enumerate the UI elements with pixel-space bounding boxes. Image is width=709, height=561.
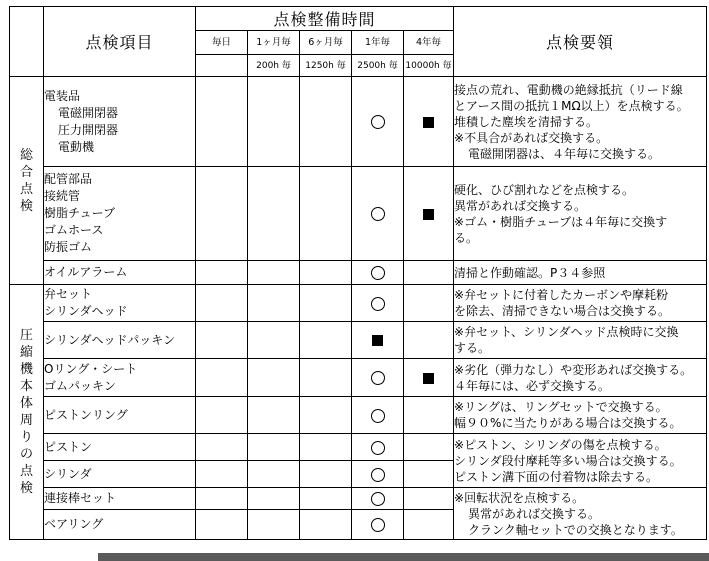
category-char: 総 (19, 147, 33, 163)
item-label: 電装品 (44, 88, 81, 103)
mark-cell (352, 77, 404, 167)
circle-mark-icon (371, 518, 385, 532)
mark-cell (352, 461, 404, 488)
mark-cell (196, 167, 248, 261)
header-corner (10, 7, 44, 77)
mark-cell (248, 77, 300, 167)
table-row (10, 261, 707, 285)
procedure-line: 幅９０%に当たりがある場合は交換する。 (454, 416, 682, 430)
mark-cell (196, 510, 248, 540)
category-char: り (19, 430, 33, 445)
item-label: 接続管 (44, 189, 81, 203)
procedure-line: ※不具合があれば交換する。 (454, 130, 609, 145)
mark-cell (248, 285, 300, 322)
procedure-line: 異常があれば交換する。 (454, 198, 587, 213)
schedule-header: 点検整備時間 (196, 7, 454, 31)
circle-mark-icon (371, 492, 385, 506)
procedure-line: ※弁セットに付着したカーボンや摩耗粉 (454, 288, 669, 302)
item-cell (44, 434, 196, 461)
procedure-cell (454, 397, 707, 434)
mark-cell (248, 359, 300, 397)
procedure-line: 異常があれば交換する。 (468, 506, 601, 521)
mark-cell (404, 434, 454, 461)
item-label: ゴムパッキン (44, 378, 116, 393)
category-char: 縮 (19, 345, 33, 360)
mark-cell (352, 434, 404, 461)
mark-cell (248, 261, 300, 285)
mark-cell (300, 359, 352, 397)
mark-cell (300, 397, 352, 434)
item-label: シリンダ (44, 466, 92, 481)
item-label: ゴムホース (44, 223, 104, 237)
procedure-cell (454, 77, 707, 167)
mark-cell (352, 359, 404, 397)
procedure-line: 硬化、ひび割れなどを点検する。 (454, 182, 635, 197)
interval-hours-1month: 200h 毎 (248, 55, 300, 77)
item-cell (44, 510, 196, 540)
item-cell (44, 322, 196, 359)
interval-hours-daily (196, 55, 248, 77)
mark-cell (248, 167, 300, 261)
mark-cell (352, 322, 404, 359)
item-label: シリンダヘッド (44, 304, 128, 318)
procedure-cell (454, 322, 707, 359)
item-label: ベアリング (44, 517, 104, 531)
mark-cell (196, 322, 248, 359)
item-label: シリンダヘッドパッキン (44, 332, 176, 347)
item-label: ピストン (44, 439, 93, 454)
mark-cell (300, 167, 352, 261)
mark-cell (248, 510, 300, 540)
table-row (10, 285, 707, 322)
item-cell (44, 461, 196, 488)
table-row (10, 77, 707, 167)
mark-cell (404, 488, 454, 510)
category-char: 合 (19, 164, 33, 180)
interval-freq-4year: 4年毎 (404, 31, 454, 55)
circle-mark-icon (371, 297, 385, 311)
square-mark-icon (423, 117, 434, 128)
procedure-cell (454, 488, 707, 540)
circle-mark-icon (371, 409, 385, 423)
mark-cell (300, 285, 352, 322)
procedure-line: 接点の荒れ、電動機の絶縁抵抗（リード線 (454, 82, 683, 97)
mark-cell (196, 434, 248, 461)
mark-cell (300, 77, 352, 167)
item-label: 配管部品 (44, 172, 93, 186)
procedure-line: する。 (454, 341, 491, 355)
table-row (10, 397, 707, 434)
inspection-table (9, 6, 707, 540)
mark-cell (300, 488, 352, 510)
category-char: 検 (19, 198, 33, 214)
mark-cell (352, 488, 404, 510)
category-general (10, 77, 44, 285)
category-compressor (10, 285, 44, 540)
category-char: 点 (19, 181, 33, 197)
horizontal-scrollbar[interactable] (98, 553, 709, 561)
mark-cell (248, 488, 300, 510)
mark-cell (196, 359, 248, 397)
procedure-cell (454, 285, 707, 322)
square-mark-icon (423, 209, 434, 220)
mark-cell (196, 77, 248, 167)
square-mark-icon (423, 373, 434, 384)
interval-hours-6month: 1250h 毎 (300, 55, 352, 77)
item-label: 弁セット (44, 287, 93, 301)
mark-cell (196, 397, 248, 434)
item-label: Oリング・シート (44, 361, 138, 376)
procedure-line: ※弁セット、シリンダヘッド点検時に交換 (454, 325, 679, 339)
item-cell (44, 359, 196, 397)
procedure-line: シリンダ段付摩耗等多い場合は交換する。 (454, 453, 682, 468)
table-row (10, 488, 707, 510)
item-sublabel: 電磁開閉器 (58, 105, 119, 120)
interval-freq-1year: 1年毎 (352, 31, 404, 55)
item-label: 防振ゴム (44, 240, 93, 254)
mark-cell (404, 397, 454, 434)
procedure-cell (454, 359, 707, 397)
category-char: の (19, 447, 33, 462)
mark-cell (404, 322, 454, 359)
procedure-line: 清掃と作動確認。P３４参照 (454, 265, 606, 280)
item-cell (44, 397, 196, 434)
item-sublabel: 電動機 (58, 139, 95, 154)
mark-cell (248, 322, 300, 359)
mark-cell (196, 285, 248, 322)
procedure-line: ※ゴム・樹脂チューブは４年毎に交換す (454, 214, 668, 229)
mark-cell (300, 322, 352, 359)
mark-cell (352, 397, 404, 434)
table-row (10, 322, 707, 359)
category-char: 機 (19, 362, 33, 377)
mark-cell (196, 488, 248, 510)
mark-cell (404, 461, 454, 488)
item-sublabel: 圧力開閉器 (58, 122, 119, 137)
mark-cell (248, 434, 300, 461)
item-label: オイルアラーム (44, 265, 128, 279)
mark-cell (300, 510, 352, 540)
item-column-header: 点検項目 (44, 7, 196, 77)
procedure-line: とアース間の抵抗１MΩ以上）を点検する。 (454, 98, 689, 113)
category-char: 本 (19, 379, 33, 394)
procedure-line: クランク軸セットでの交換となります。 (468, 522, 683, 537)
mark-cell (300, 434, 352, 461)
circle-mark-icon (371, 266, 385, 280)
procedure-line: ピストン溝下面の付着物は除去する。 (454, 469, 659, 484)
mark-cell (404, 261, 454, 285)
item-label: ピストンリング (44, 407, 128, 422)
mark-cell (300, 261, 352, 285)
procedure-cell (454, 167, 707, 261)
category-char: 点 (19, 464, 33, 479)
circle-mark-icon (371, 207, 385, 221)
category-char: 圧 (19, 328, 33, 343)
category-char: 体 (19, 396, 33, 411)
mark-cell (352, 167, 404, 261)
circle-mark-icon (371, 441, 385, 455)
procedure-line: ４年毎には、必ず交換する。 (454, 378, 611, 393)
table-row (10, 167, 707, 261)
item-cell (44, 77, 196, 167)
mark-cell (300, 461, 352, 488)
mark-cell (248, 461, 300, 488)
circle-mark-icon (371, 115, 385, 129)
mark-cell (352, 510, 404, 540)
interval-hours-1year: 2500h 毎 (352, 55, 404, 77)
table-row (10, 434, 707, 461)
procedure-line: ※ピストン、シリンダの傷を点検する。 (454, 437, 667, 452)
procedure-column-header: 点検要領 (454, 7, 707, 77)
table-row (10, 359, 707, 397)
mark-cell (196, 461, 248, 488)
mark-cell (248, 397, 300, 434)
category-char: 周 (19, 413, 33, 428)
interval-freq-daily: 毎日 (196, 31, 248, 55)
category-char: 検 (19, 481, 33, 496)
item-label: 樹脂チューブ (44, 206, 116, 220)
mark-cell (404, 510, 454, 540)
mark-cell (404, 77, 454, 167)
mark-cell (404, 285, 454, 322)
interval-freq-6month: 6ヶ月毎 (300, 31, 352, 55)
item-cell (44, 285, 196, 322)
interval-hours-4year: 10000h 毎 (404, 55, 454, 77)
procedure-line: を除去、清掃できない場合は交換する。 (454, 304, 671, 318)
mark-cell (404, 359, 454, 397)
square-mark-icon (372, 335, 383, 346)
interval-freq-1month: 1ヶ月毎 (248, 31, 300, 55)
circle-mark-icon (371, 468, 385, 482)
mark-cell (352, 285, 404, 322)
procedure-cell (454, 434, 707, 488)
procedure-line: ※劣化（弾力なし）や変形あれば交換する。 (454, 362, 693, 377)
procedure-line: る。 (454, 230, 479, 245)
item-label: 連接棒セット (44, 491, 117, 505)
mark-cell (196, 261, 248, 285)
circle-mark-icon (371, 371, 385, 385)
procedure-line: 堆積した塵埃を清掃する。 (454, 114, 599, 129)
procedure-line: ※リングは、リングセットで交換する。 (454, 400, 668, 414)
procedure-line: ※回転状況を点検する。 (454, 490, 585, 505)
item-cell (44, 261, 196, 285)
mark-cell (352, 261, 404, 285)
procedure-line: 電磁開閉器は、４年毎に交換する。 (468, 146, 661, 161)
item-cell (44, 488, 196, 510)
item-cell (44, 167, 196, 261)
mark-cell (404, 167, 454, 261)
procedure-cell (454, 261, 707, 285)
